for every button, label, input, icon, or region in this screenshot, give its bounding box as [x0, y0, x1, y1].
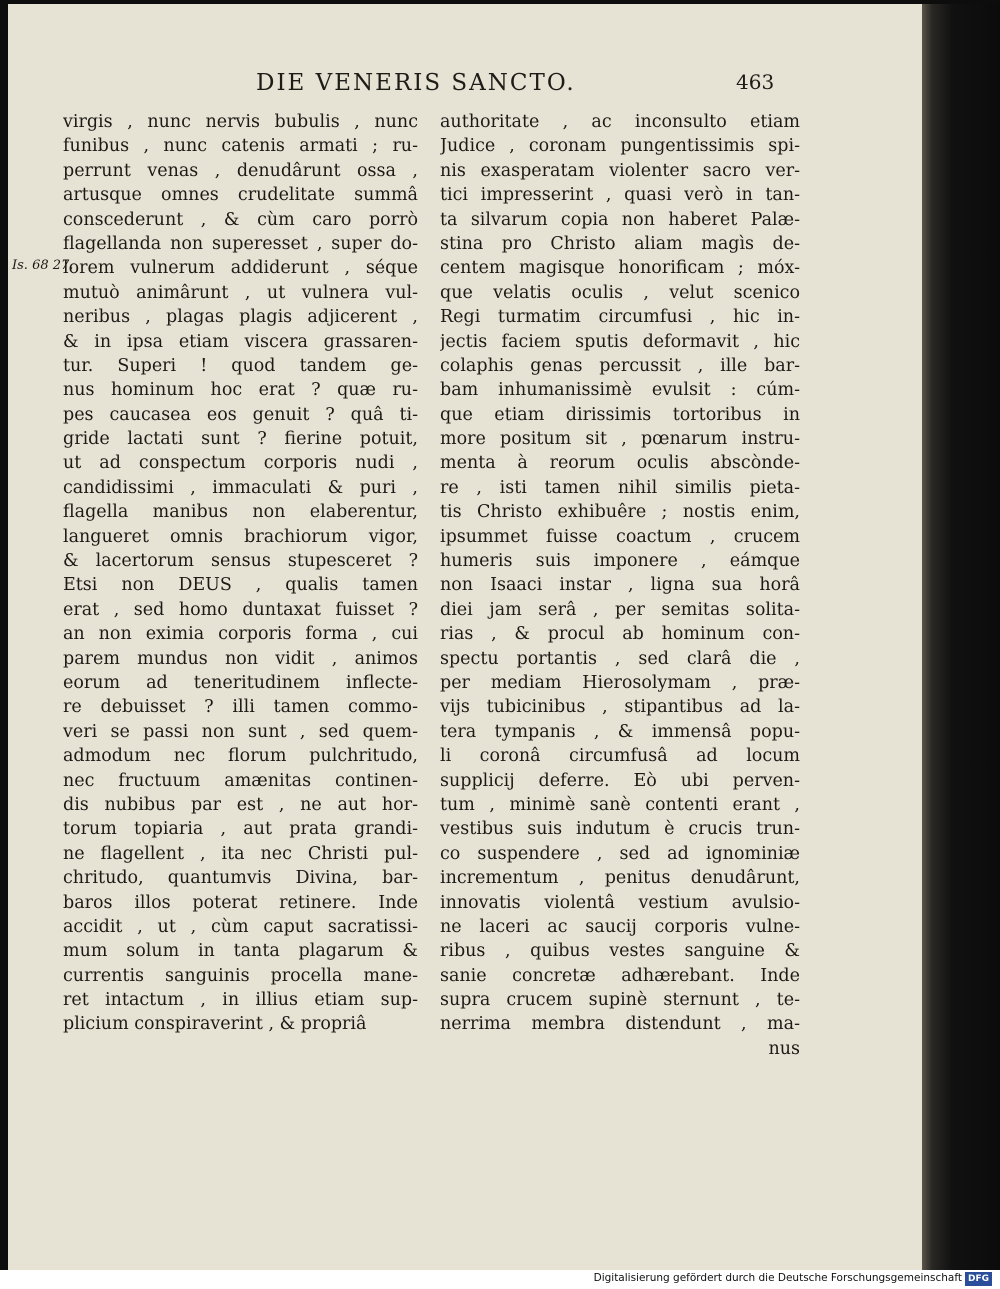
book-page [8, 4, 923, 1270]
text-line: flagellanda non superesset , super do- [63, 233, 418, 254]
text-line: pes caucasea eos genuit ? quâ ti- [63, 404, 418, 425]
text-line: lorem vulnerum addiderunt , séque [63, 258, 418, 279]
text-line: rias , & procul ab hominum con- [440, 624, 800, 645]
text-column-left [63, 110, 418, 1037]
footer-bar [0, 1270, 1000, 1289]
text-line: torum topiaria , aut prata grandi- [63, 819, 418, 840]
text-line: conscederunt , & cùm caro porrò [63, 209, 418, 230]
text-line: re debuisset ? illi tamen commo- [63, 697, 418, 718]
text-line: funibus , nunc catenis armati ; ru- [63, 136, 418, 157]
text-line: vestibus suis indutum è crucis trun- [440, 819, 800, 840]
text-line: Regi turmatim circumfusi , hic in- [440, 307, 800, 328]
text-line: supplicij deferre. Eò ubi perven- [440, 770, 800, 791]
text-line: li coronâ circumfusâ ad locum [440, 746, 800, 767]
text-line: dis nubibus par est , ne aut hor- [63, 794, 418, 815]
text-line: innovatis violentâ vestium avulsio- [440, 892, 800, 913]
margin-note: Is. 68 27. [12, 258, 74, 273]
text-line: bam inhumanissimè evulsit : cúm- [440, 380, 800, 401]
text-line: artusque omnes crudelitate summâ [63, 185, 418, 206]
text-line: per mediam Hierosolymam , præ- [440, 672, 800, 693]
text-line: ret intactum , in illius etiam sup- [63, 990, 418, 1011]
text-line: que etiam dirissimis tortoribus in [440, 404, 800, 425]
text-line: menta à reorum oculis abscònde- [440, 453, 800, 474]
text-line: jectis faciem sputis deformavit , hic [440, 331, 800, 352]
text-line: tis Christo exhibuêre ; nostis enim, [440, 502, 800, 523]
text-line: tur. Superi ! quod tandem ge- [63, 355, 418, 376]
text-line: parem mundus non vidit , animos [63, 648, 418, 669]
text-line: Etsi non DEUS , qualis tamen [63, 575, 418, 596]
text-line: mutuò animârunt , ut vulnera vul- [63, 282, 418, 303]
page-number: 463 [736, 70, 775, 94]
text-line: non Isaaci instar , ligna sua horâ [440, 575, 800, 596]
text-line: & in ipsa etiam viscera grassaren- [63, 331, 418, 352]
text-line: ribus , quibus vestes sanguine & [440, 941, 800, 962]
text-line: baros illos poterat retinere. Inde [63, 892, 418, 913]
text-line: chritudo, quantumvis Divina, bar- [63, 868, 418, 889]
text-line: sanie concretæ adhærebant. Inde [440, 965, 800, 986]
text-line: tera tympanis , & immensâ popu- [440, 721, 800, 742]
text-column-right [440, 110, 800, 1061]
text-line: veri se passi non sunt , sed quem- [63, 721, 418, 742]
text-line: mum solum in tanta plagarum & [63, 941, 418, 962]
text-line: re , isti tamen nihil similis pieta- [440, 477, 800, 498]
text-line: diei jam serâ , per semitas solita- [440, 599, 800, 620]
running-head-title: DIE VENERIS SANCTO. [256, 70, 576, 96]
text-line: humeris suis imponere , eámque [440, 551, 800, 572]
text-line: neribus , plagas plagis adjicerent , [63, 307, 418, 328]
text-line: tum , minimè sanè contenti erant , [440, 794, 800, 815]
text-line: ut ad conspectum corporis nudi , [63, 453, 418, 474]
text-line: co suspendere , sed ad ignominiæ [440, 843, 800, 864]
text-line: flagella manibus non elaberentur, [63, 502, 418, 523]
text-line: ne flagellent , ita nec Christi pul- [63, 843, 418, 864]
text-line: que velatis oculis , velut scenico [440, 282, 800, 303]
text-line: vijs tubicinibus , stipantibus ad la- [440, 697, 800, 718]
text-line: nus hominum hoc erat ? quæ ru- [63, 380, 418, 401]
text-line: nec fructuum amænitas continen- [63, 770, 418, 791]
text-line: nus [768, 1038, 800, 1059]
text-line: currentis sanguinis procella mane- [63, 965, 418, 986]
text-line: accidit , ut , cùm caput sacratissi- [63, 916, 418, 937]
text-line: an non eximia corporis forma , cui [63, 624, 418, 645]
text-line: stina pro Christo aliam magìs de- [440, 233, 800, 254]
text-line: incrementum , penitus denudârunt, [440, 868, 800, 889]
text-line: erat , sed homo duntaxat fuisset ? [63, 599, 418, 620]
text-line: ta silvarum copia non haberet Palæ- [440, 209, 800, 230]
text-line: plicium conspiraverint , & propriâ [63, 1014, 367, 1035]
text-line: centem magisque honorificam ; móx- [440, 258, 800, 279]
text-line: authoritate , ac inconsulto etiam [440, 112, 800, 132]
funding-credit: Digitalisierung gefördert durch die Deutsche Forschungsgemeinschaft [593, 1272, 962, 1284]
text-line: Judice , coronam pungentissimis spi- [440, 136, 800, 157]
text-line: & lacertorum sensus stupesceret ? [63, 551, 418, 572]
text-line: nis exasperatam violenter sacro ver- [440, 160, 800, 181]
text-line: colaphis genas percussit , ille bar- [440, 355, 800, 376]
text-line: spectu portantis , sed clarâ die , [440, 648, 800, 669]
text-line: admodum nec florum pulchritudo, [63, 746, 418, 767]
text-line: langueret omnis brachiorum vigor, [63, 526, 418, 547]
text-line: ne laceri ac saucij corporis vulne- [440, 916, 800, 937]
text-line: nerrima membra distendunt , ma- [440, 1014, 800, 1035]
text-line: perrunt venas , denudârunt ossa , [63, 160, 418, 181]
text-line: virgis , nunc nervis bubulis , nunc [63, 112, 418, 132]
text-line: more positum sit , pœnarum instru- [440, 429, 800, 450]
dfg-logo: DFG [965, 1272, 992, 1286]
text-line: gride lactati sunt ? fierine potuit, [63, 429, 418, 450]
text-line: tici impresserint , quasi verò in tan- [440, 185, 800, 206]
text-line: ipsummet fuisse coactum , crucem [440, 526, 800, 547]
text-line: eorum ad teneritudinem inflecte- [63, 672, 418, 693]
text-line: candidissimi , immaculati & puri , [63, 477, 418, 498]
book-spine-shadow [922, 4, 1000, 1270]
text-line: supra crucem supinè sternunt , te- [440, 990, 800, 1011]
